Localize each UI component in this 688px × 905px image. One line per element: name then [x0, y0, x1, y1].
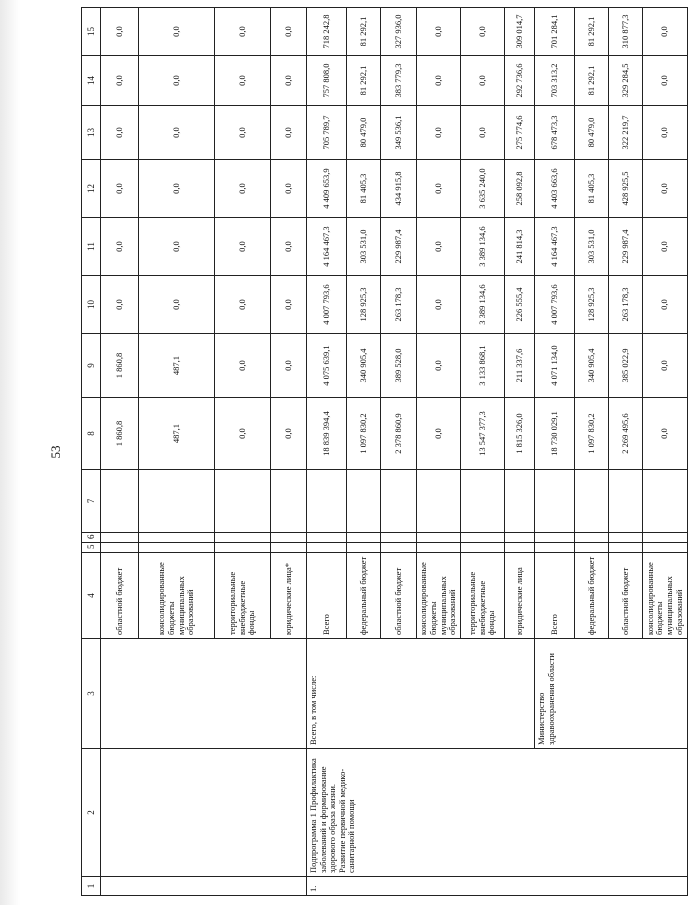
source-label: территориальные внебюджетные фонды	[461, 553, 505, 639]
value-cell: 263 178,3	[381, 276, 417, 334]
cell-empty	[643, 543, 688, 553]
col-num-2: 2	[82, 749, 101, 877]
value-cell: 718 242,8	[307, 8, 347, 56]
source-label: территориальные внебюджетные фонды	[215, 553, 271, 639]
cell-empty	[139, 533, 215, 543]
source-label: юридические лица*	[271, 553, 307, 639]
value-cell: 241 814,3	[505, 218, 535, 276]
cell-empty	[101, 543, 139, 553]
cell-empty	[609, 543, 643, 553]
value-cell: 0,0	[643, 106, 688, 160]
col-num-10: 10	[82, 276, 101, 334]
value-cell: 211 337,6	[505, 334, 535, 398]
col-num-7: 7	[82, 470, 101, 533]
value-cell: 128 925,3	[347, 276, 381, 334]
source-label: юридические лица	[505, 553, 535, 639]
value-cell: 0,0	[215, 218, 271, 276]
value-cell: 1 815 326,0	[505, 398, 535, 470]
value-cell: 0,0	[461, 8, 505, 56]
value-cell: 322 219,7	[609, 106, 643, 160]
cell-empty	[505, 470, 535, 533]
cell-empty	[101, 470, 139, 533]
cell-empty	[101, 749, 307, 877]
value-cell: 487,1	[139, 334, 215, 398]
cell-empty	[271, 470, 307, 533]
value-cell: 3 389 134,6	[461, 218, 505, 276]
value-cell: 226 555,4	[505, 276, 535, 334]
cell-empty	[505, 533, 535, 543]
value-cell: 0,0	[139, 160, 215, 218]
cell-empty	[535, 470, 575, 533]
source-label: областной бюджет	[381, 553, 417, 639]
source-label: Всего	[535, 553, 575, 639]
value-cell: 3 389 134,6	[461, 276, 505, 334]
cell-empty	[347, 533, 381, 543]
value-cell: 258 092,8	[505, 160, 535, 218]
cell-empty	[381, 543, 417, 553]
cell-empty	[535, 533, 575, 543]
cell-empty	[101, 639, 307, 749]
cell-empty	[307, 543, 347, 553]
value-cell: 0,0	[101, 56, 139, 106]
col-num-3: 3	[82, 639, 101, 749]
cell-empty	[609, 533, 643, 543]
value-cell: 0,0	[643, 398, 688, 470]
value-cell: 705 789,7	[307, 106, 347, 160]
value-cell: 0,0	[271, 398, 307, 470]
value-cell: 0,0	[215, 106, 271, 160]
value-cell: 487,1	[139, 398, 215, 470]
cell-empty	[139, 470, 215, 533]
value-cell: 0,0	[139, 106, 215, 160]
value-cell: 309 014,7	[505, 8, 535, 56]
value-cell: 229 987,4	[609, 218, 643, 276]
cell-empty	[417, 543, 461, 553]
cell-empty	[643, 470, 688, 533]
value-cell: 81 405,3	[347, 160, 381, 218]
header-row	[82, 8, 101, 896]
value-cell: 4 007 793,6	[535, 276, 575, 334]
page-number: 53	[48, 445, 63, 459]
value-cell: 0,0	[461, 56, 505, 106]
value-cell: 0,0	[271, 106, 307, 160]
value-cell: 13 547 377,3	[461, 398, 505, 470]
col-num-11: 11	[82, 218, 101, 276]
value-cell: 81 292,1	[347, 56, 381, 106]
value-cell: 434 915,8	[381, 160, 417, 218]
value-cell: 0,0	[101, 276, 139, 334]
cell-empty	[101, 533, 139, 543]
value-cell: 0,0	[643, 56, 688, 106]
value-cell: 349 536,1	[381, 106, 417, 160]
value-cell: 3 133 868,1	[461, 334, 505, 398]
row-number: 1.	[307, 877, 688, 896]
col-num-15: 15	[82, 8, 101, 56]
value-cell: 1 097 830,2	[347, 398, 381, 470]
cell-empty	[461, 543, 505, 553]
value-cell: 0,0	[461, 106, 505, 160]
value-cell: 757 808,0	[307, 56, 347, 106]
value-cell: 383 779,3	[381, 56, 417, 106]
value-cell: 0,0	[101, 106, 139, 160]
value-cell: 0,0	[417, 398, 461, 470]
value-cell: 329 284,5	[609, 56, 643, 106]
value-cell: 0,0	[215, 8, 271, 56]
source-label: областной бюджет	[609, 553, 643, 639]
col-num-13: 13	[82, 106, 101, 160]
value-cell: 0,0	[271, 8, 307, 56]
value-cell: 4 403 663,6	[535, 160, 575, 218]
cell-empty	[307, 533, 347, 543]
value-cell: 0,0	[215, 398, 271, 470]
value-cell: 275 774,6	[505, 106, 535, 160]
value-cell: 0,0	[643, 276, 688, 334]
cell-empty	[215, 543, 271, 553]
value-cell: 0,0	[139, 56, 215, 106]
cell-empty	[575, 470, 609, 533]
cell-empty	[347, 470, 381, 533]
value-cell: 0,0	[139, 8, 215, 56]
value-cell: 81 292,1	[347, 8, 381, 56]
value-cell: 128 925,3	[575, 276, 609, 334]
source-label: федеральный бюджет	[575, 553, 609, 639]
value-cell: 80 479,0	[575, 106, 609, 160]
source-label: федеральный бюджет	[347, 553, 381, 639]
cell-empty	[505, 543, 535, 553]
cell-empty	[101, 877, 307, 896]
value-cell: 0,0	[643, 334, 688, 398]
source-label: консолидированные бюджеты муниципальных образований	[139, 553, 215, 639]
value-cell: 0,0	[417, 218, 461, 276]
value-cell: 81 292,1	[575, 8, 609, 56]
value-cell: 340 905,4	[575, 334, 609, 398]
value-cell: 18 730 029,1	[535, 398, 575, 470]
value-cell: 703 313,2	[535, 56, 575, 106]
value-cell: 18 839 394,4	[307, 398, 347, 470]
executor-ministry: Министерство здравоохранения области	[535, 639, 688, 749]
value-cell: 428 925,5	[609, 160, 643, 218]
subprogram-name: Подпрограмма 1 Профилактика заболеваний и формирование здорового образа жизни. Развитие первичной медико-санитарной помощи	[307, 749, 688, 877]
source-label: консолидированные бюджеты муниципальных образований	[417, 553, 461, 639]
value-cell: 0,0	[417, 160, 461, 218]
value-cell: 0,0	[271, 334, 307, 398]
value-cell: 292 736,6	[505, 56, 535, 106]
cell-empty	[139, 543, 215, 553]
value-cell: 0,0	[215, 160, 271, 218]
value-cell: 0,0	[139, 276, 215, 334]
col-num-6: 6	[82, 533, 101, 543]
value-cell: 2 378 860,9	[381, 398, 417, 470]
value-cell: 0,0	[271, 160, 307, 218]
value-cell: 0,0	[271, 276, 307, 334]
source-label: консолидированные бюджеты муниципальных образований	[643, 553, 688, 639]
value-cell: 310 877,3	[609, 8, 643, 56]
cell-empty	[461, 470, 505, 533]
cell-empty	[609, 470, 643, 533]
col-num-1: 1	[82, 877, 101, 896]
value-cell: 1 097 830,2	[575, 398, 609, 470]
value-cell: 303 531,0	[575, 218, 609, 276]
value-cell: 229 987,4	[381, 218, 417, 276]
value-cell: 0,0	[101, 218, 139, 276]
value-cell: 0,0	[417, 334, 461, 398]
col-num-9: 9	[82, 334, 101, 398]
col-num-12: 12	[82, 160, 101, 218]
source-label: областной бюджет	[101, 553, 139, 639]
value-cell: 0,0	[417, 8, 461, 56]
value-cell: 327 936,0	[381, 8, 417, 56]
cell-empty	[271, 543, 307, 553]
cell-empty	[381, 470, 417, 533]
value-cell: 0,0	[101, 8, 139, 56]
value-cell: 0,0	[215, 276, 271, 334]
cell-empty	[347, 543, 381, 553]
value-cell: 0,0	[643, 218, 688, 276]
value-cell: 1 860,8	[101, 334, 139, 398]
value-cell: 701 284,1	[535, 8, 575, 56]
value-cell: 4 007 793,6	[307, 276, 347, 334]
value-cell: 303 531,0	[347, 218, 381, 276]
rotated-table-container	[81, 8, 684, 896]
executor-total: Всего, в том числе:	[307, 639, 535, 749]
col-num-8: 8	[82, 398, 101, 470]
value-cell: 0,0	[643, 8, 688, 56]
value-cell: 81 405,3	[575, 160, 609, 218]
value-cell: 0,0	[215, 334, 271, 398]
budget-table	[81, 7, 688, 896]
value-cell: 0,0	[271, 218, 307, 276]
value-cell: 2 269 495,6	[609, 398, 643, 470]
cell-empty	[381, 533, 417, 543]
value-cell: 80 479,0	[347, 106, 381, 160]
value-cell: 4 071 134,0	[535, 334, 575, 398]
col-num-4: 4	[82, 553, 101, 639]
value-cell: 0,0	[643, 160, 688, 218]
cell-empty	[417, 470, 461, 533]
value-cell: 340 905,4	[347, 334, 381, 398]
cell-empty	[535, 543, 575, 553]
cell-empty	[215, 470, 271, 533]
value-cell: 4 164 467,3	[535, 218, 575, 276]
col-num-14: 14	[82, 56, 101, 106]
cell-empty	[307, 470, 347, 533]
cell-empty	[215, 533, 271, 543]
value-cell: 3 635 240,0	[461, 160, 505, 218]
value-cell: 385 022,9	[609, 334, 643, 398]
cell-empty	[461, 533, 505, 543]
table-row	[101, 8, 139, 896]
cell-empty	[575, 543, 609, 553]
value-cell: 389 528,0	[381, 334, 417, 398]
value-cell: 0,0	[215, 56, 271, 106]
value-cell: 81 292,1	[575, 56, 609, 106]
value-cell: 4 409 653,9	[307, 160, 347, 218]
cell-empty	[271, 533, 307, 543]
source-label: Всего	[307, 553, 347, 639]
value-cell: 678 473,3	[535, 106, 575, 160]
cell-empty	[643, 533, 688, 543]
value-cell: 1 860,8	[101, 398, 139, 470]
cell-empty	[417, 533, 461, 543]
col-num-5: 5	[82, 543, 101, 553]
value-cell: 0,0	[417, 276, 461, 334]
value-cell: 0,0	[417, 56, 461, 106]
table-row	[307, 8, 347, 896]
value-cell: 4 075 639,1	[307, 334, 347, 398]
value-cell: 263 178,3	[609, 276, 643, 334]
value-cell: 0,0	[271, 56, 307, 106]
value-cell: 0,0	[101, 160, 139, 218]
value-cell: 0,0	[139, 218, 215, 276]
cell-empty	[575, 533, 609, 543]
value-cell: 0,0	[417, 106, 461, 160]
value-cell: 4 164 467,3	[307, 218, 347, 276]
scan-edge-shadow	[0, 0, 20, 905]
